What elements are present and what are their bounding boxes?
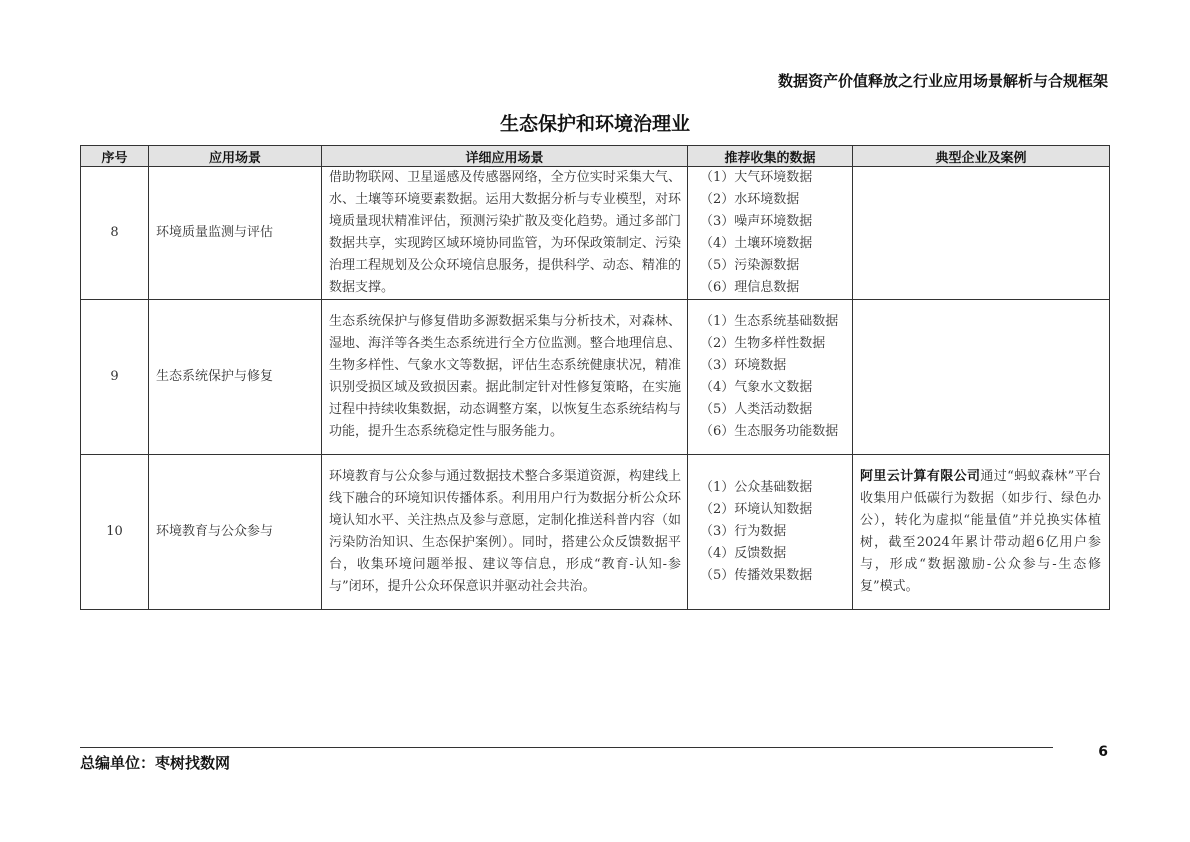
data-item: （5）污染源数据	[700, 258, 800, 273]
row-data-list	[688, 300, 853, 455]
row-cases	[853, 167, 1110, 300]
scenario-table	[80, 145, 1110, 610]
case-description: 通过“蚂蚁森林”平台收集用户低碳行为数据（如步行、绿色办公），转化为虚拟“能量值”并兑换实体植树，截至2024年累计带动超6亿用户参与，形成“数据激励-公众参与-生态修复”模式。	[860, 469, 1101, 594]
data-item: （3）环境数据	[700, 358, 787, 373]
data-item: （3）行为数据	[700, 524, 787, 539]
header-data: 推荐收集的数据	[688, 146, 853, 167]
data-item: （2）水环境数据	[700, 192, 800, 207]
row-number: 8	[81, 167, 149, 300]
row-data-list	[688, 455, 853, 610]
data-item: （6）生态服务功能数据	[700, 424, 839, 439]
row-cases	[853, 300, 1110, 455]
data-item: （5）人类活动数据	[700, 402, 813, 417]
header-detail: 详细应用场景	[322, 146, 688, 167]
row-detail: 借助物联网、卫星遥感及传感器网络，全方位实时采集大气、水、土壤等环境要素数据。运用大数据分析与专业模型，对环境质量现状精准评估，预测污染扩散及变化趋势。通过多部门数据共享，实现跨区域环境协同监管，为环保政策制定、污染治理工程规划及公众环境信息服务，提供科学、动态、精准的数据支撑。	[322, 167, 688, 300]
table-header-row	[81, 146, 1110, 167]
row-cases	[853, 455, 1110, 610]
data-item: （1）大气环境数据	[700, 170, 813, 185]
data-item: （2）生物多样性数据	[700, 336, 826, 351]
case-company-name: 阿里云计算有限公司	[860, 469, 981, 484]
row-detail: 环境教育与公众参与通过数据技术整合多渠道资源，构建线上线下融合的环境知识传播体系。利用用户行为数据分析公众环境认知水平、关注热点及参与意愿，定制化推送科普内容（如污染防治知识、生态保护案例）。同时，搭建公众反馈数据平台，收集环境问题举报、建议等信息，形成“教育-认知-参与”闭环，提升公众环保意识并驱动社会共治。	[322, 455, 688, 610]
table-row	[81, 167, 1110, 300]
row-data-list	[688, 167, 853, 300]
header-no: 序号	[81, 146, 149, 167]
document-header-title: 数据资产价值释放之行业应用场景解析与合规框架	[777, 72, 1108, 90]
data-item: （3）噪声环境数据	[700, 214, 813, 229]
row-number: 9	[81, 300, 149, 455]
footer-editor: 总编单位：枣树找数网	[80, 754, 231, 772]
data-item: （5）传播效果数据	[700, 568, 813, 583]
table-row	[81, 455, 1110, 610]
section-title: 生态保护和环境治理业	[499, 113, 690, 135]
page-number: 6	[1098, 744, 1108, 760]
header-scene: 应用场景	[149, 146, 322, 167]
data-item: （4）土壤环境数据	[700, 236, 813, 251]
data-item: （1）生态系统基础数据	[700, 314, 839, 329]
header-cases: 典型企业及案例	[853, 146, 1110, 167]
data-item: （2）环境认知数据	[700, 502, 813, 517]
row-detail: 生态系统保护与修复借助多源数据采集与分析技术，对森林、湿地、海洋等各类生态系统进行全方位监测。整合地理信息、生物多样性、气象水文等数据，评估生态系统健康状况，精准识别受损区域及致损因素。据此制定针对性修复策略，在实施过程中持续收集数据，动态调整方案，以恢复生态系统结构与功能，提升生态系统稳定性与服务能力。	[322, 300, 688, 455]
row-scene: 环境质量监测与评估	[149, 167, 322, 300]
data-item: （1）公众基础数据	[700, 480, 813, 495]
footer-divider	[80, 747, 1053, 748]
data-item: （6）理信息数据	[700, 280, 800, 295]
row-scene: 生态系统保护与修复	[149, 300, 322, 455]
row-scene: 环境教育与公众参与	[149, 455, 322, 610]
table-row	[81, 300, 1110, 455]
data-item: （4）反馈数据	[700, 546, 787, 561]
row-number: 10	[81, 455, 149, 610]
data-item: （4）气象水文数据	[700, 380, 813, 395]
